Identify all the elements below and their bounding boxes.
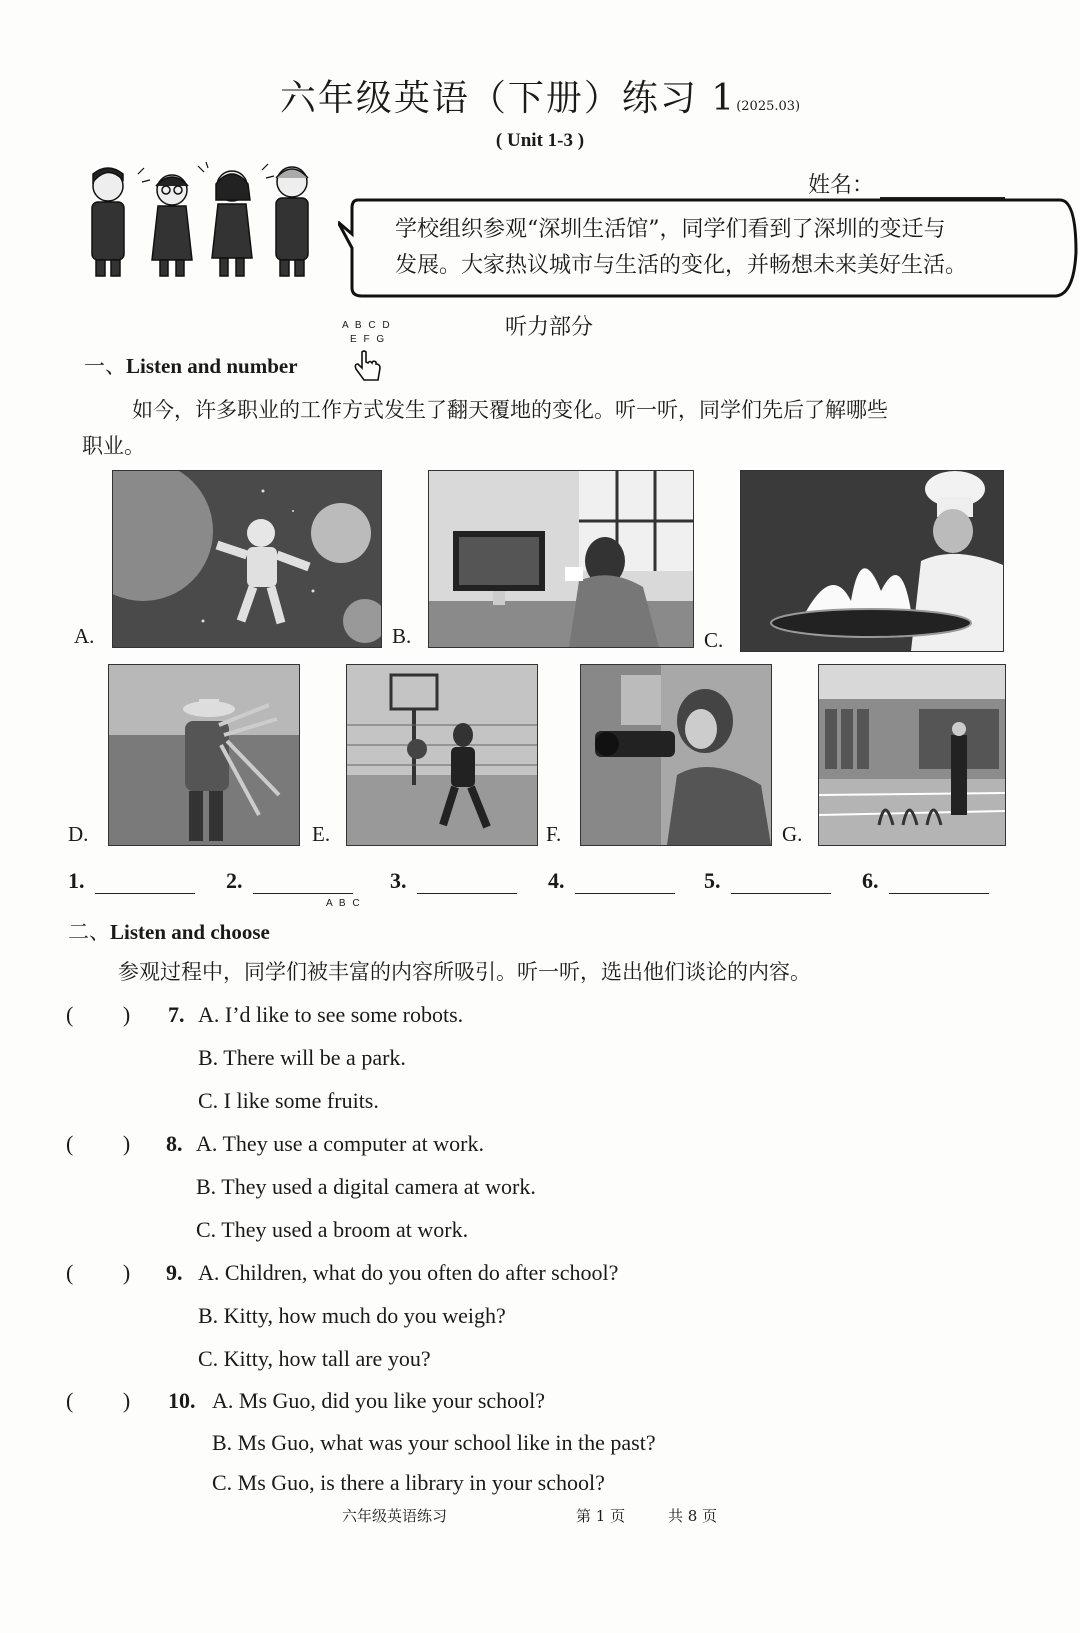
page-title: 六年级英语（下册）练习 1(2025.03) [279, 78, 801, 119]
name-label: 姓名： [807, 173, 874, 198]
option-text: A. Children, what do you often do after school? [198, 1260, 619, 1285]
pointing-hand-icon [352, 350, 384, 384]
answer-bracket[interactable]: ( ) [66, 1131, 131, 1156]
footer-title: 六年级英语练习 [342, 1507, 448, 1525]
astronaut-image [112, 470, 382, 648]
handwritten-note: A B C [326, 898, 362, 909]
option-text: A. Ms Guo, did you like your school? [212, 1388, 546, 1413]
building-pool-image [818, 664, 1006, 846]
unit-label: ( Unit 1-3 ) [495, 130, 585, 151]
photographer-image [580, 664, 772, 846]
picture-label-g: G. [782, 822, 803, 846]
answer-blank[interactable]: 3. [390, 868, 517, 894]
answer-bracket[interactable]: ( ) [66, 1002, 131, 1027]
intro-line-2: 发展。大家热议城市与生活的变化，并畅想未来美好生活。 [395, 253, 968, 278]
answer-blank[interactable]: 2. [226, 868, 353, 894]
section1-instruction: 如今，许多职业的工作方式发生了翻天覆地的变化。听一听，同学们先后了解哪些 [132, 398, 888, 422]
answer-bracket[interactable]: ( ) [66, 1260, 131, 1285]
picture-label-e: E. [312, 822, 331, 846]
picture-label-c: C. [704, 628, 724, 652]
page-total: 共 8 页 [668, 1507, 718, 1525]
option-text: B. There will be a park. [198, 1045, 406, 1070]
intro-text [395, 212, 1065, 284]
date-label: (2025.03) [736, 99, 801, 114]
section1-heading: 一、Listen and number [84, 354, 298, 378]
option-text: C. Ms Guo, is there a library in your school? [212, 1470, 605, 1495]
option-text: C. They used a broom at work. [196, 1217, 469, 1242]
answer-blank[interactable]: 4. [548, 868, 675, 894]
section2-heading: 二、Listen and choose [68, 920, 270, 944]
option-text: B. They used a digital camera at work. [196, 1174, 536, 1199]
section2-instruction: 参观过程中，同学们被丰富的内容所吸引。听一听，选出他们谈论的内容。 [118, 960, 811, 984]
option-text: A. They use a computer at work. [196, 1131, 484, 1156]
handwritten-note: A B C D [342, 320, 392, 331]
question-number: 9. [166, 1260, 183, 1285]
option-text: C. Kitty, how tall are you? [198, 1346, 431, 1371]
question-number: 7. [168, 1002, 185, 1027]
handwritten-note: E F G [350, 334, 387, 345]
option-text: B. Ms Guo, what was your school like in the past? [212, 1430, 656, 1455]
section1-instruction-cont: 职业。 [82, 434, 145, 458]
chef-image [740, 470, 1004, 652]
answer-blank[interactable]: 5. [704, 868, 831, 894]
picture-label-b: B. [392, 624, 412, 648]
answer-blank[interactable]: 1. [68, 868, 195, 894]
answer-bracket[interactable]: ( ) [66, 1388, 131, 1413]
picture-label-f: F. [546, 822, 562, 846]
option-text: C. I like some fruits. [198, 1088, 379, 1113]
picture-label-d: D. [68, 822, 89, 846]
question-number: 8. [166, 1131, 183, 1156]
computer-worker-image [428, 470, 694, 648]
option-text: B. Kitty, how much do you weigh? [198, 1303, 506, 1328]
intro-line-1: 学校组织参观“深圳生活馆”，同学们看到了深圳的变迁与 [395, 217, 946, 242]
basketball-image [346, 664, 538, 846]
option-text: A. I’d like to see some robots. [198, 1002, 464, 1027]
students-illustration [80, 160, 330, 278]
listening-title: 听力部分 [505, 315, 594, 340]
answer-blank[interactable]: 6. [862, 868, 989, 894]
picture-label-a: A. [74, 624, 95, 648]
page-number: 第 1 页 [576, 1507, 626, 1525]
question-number: 10. [168, 1388, 196, 1413]
farmer-image [108, 664, 300, 846]
